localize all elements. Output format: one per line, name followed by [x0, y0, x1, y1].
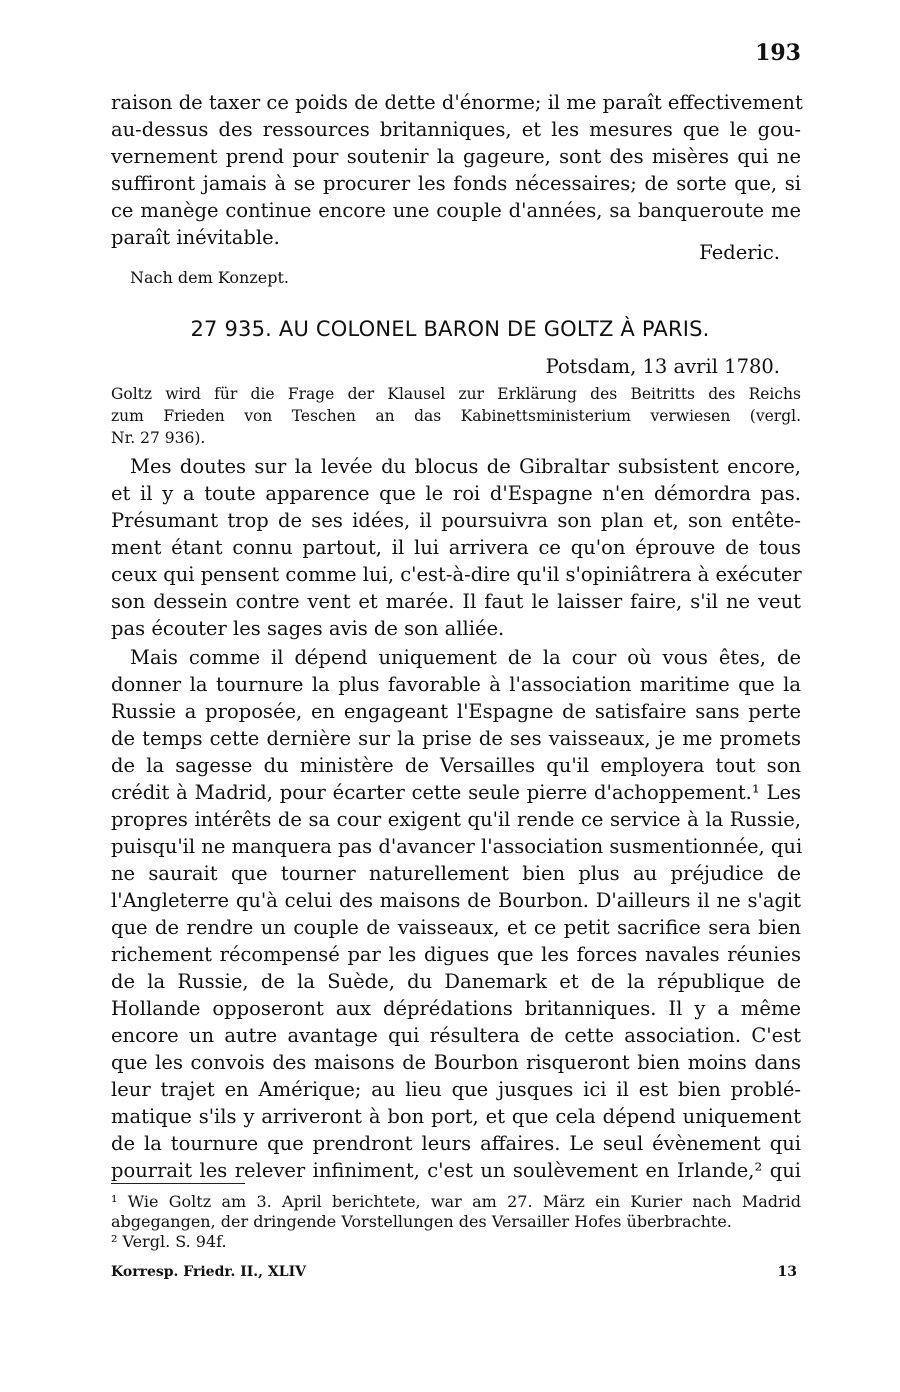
- paragraph-2-line: Mais comme il dépend uniquement de la cour où vous êtes, de: [130, 646, 801, 669]
- letter-end-line: raison de taxer ce poids de dette d'énorme; il me paraît effectivement: [111, 91, 803, 114]
- letter-end-line: au-dessus des ressources britanniques, et les mesures que le gou-: [111, 118, 801, 141]
- paragraph-1-line: et il y a toute apparence que le roi d'Espagne n'en démordra pas.: [111, 482, 801, 505]
- paragraph-2-line: propres intérêts de sa cour exigent qu'il rende ce service à la Russie,: [111, 808, 801, 831]
- paragraph-1-line: ceux qui pensent comme lui, c'est-à-dire qu'il s'opiniâtrera à exécuter: [111, 563, 802, 586]
- paragraph-1-line: son dessein contre vent et marée. Il faut le laisser faire, s'il ne veut: [111, 590, 801, 613]
- paragraph-2-line: que les convois des maisons de Bourbon risqueront bien moins dans: [111, 1051, 801, 1074]
- page-number: 193: [755, 40, 801, 66]
- place-date: Potsdam, 13 avril 1780.: [545, 355, 780, 378]
- source-note: Nach dem Konzept.: [130, 268, 289, 287]
- summary-line: zum Frieden von Teschen an das Kabinettsministerium verwiesen (vergl.: [111, 407, 801, 425]
- paragraph-2-line: Russie a proposée, en engageant l'Espagne de satisfaire sans perte: [111, 700, 801, 723]
- footnote-line: ² Vergl. S. 94f.: [111, 1232, 227, 1251]
- paragraph-2-line: Hollande opposeront aux déprédations britanniques. Il y a même: [111, 997, 801, 1020]
- paragraph-2-line: pourrait les relever infiniment, c'est un soulèvement en Irlande,² qui: [111, 1159, 801, 1182]
- paragraph-1-line: Mes doutes sur la levée du blocus de Gibraltar subsistent encore,: [130, 455, 801, 478]
- letter-end-line: paraît inévitable.: [111, 226, 280, 249]
- sheet-number: 13: [777, 1264, 797, 1280]
- letter-end-line: vernement prend pour soutenir la gageure, sont des misères qui ne: [111, 145, 801, 168]
- paragraph-2-line: matique s'ils y arriveront à bon port, et que cela dépend uniquement: [111, 1105, 801, 1128]
- letter-heading: 27 935. AU COLONEL BARON DE GOLTZ À PARIS.: [190, 317, 710, 341]
- paragraph-2-line: de la Russie, de la Suède, du Danemark et de la république de: [111, 970, 801, 993]
- paragraph-2-line: ne saurait que tourner naturellement bien plus au préjudice de: [111, 862, 801, 885]
- paragraph-2-line: l'Angleterre qu'à celui des maisons de Bourbon. D'ailleurs il ne s'agit: [111, 889, 801, 912]
- paragraph-2-line: que de rendre un couple de vaisseaux, et ce petit sacrifice sera bien: [111, 916, 801, 939]
- summary-line: Goltz wird für die Frage der Klausel zur Erklärung des Beitritts des Reichs: [111, 385, 801, 403]
- paragraph-1-line: ment étant connu partout, il lui arrivera ce qu'on éprouve de tous: [111, 536, 801, 559]
- letter-end-line: ce manège continue encore une couple d'années, sa banqueroute me: [111, 199, 801, 222]
- paragraph-2-line: richement récompensé par les digues que les forces navales réunies: [111, 943, 801, 966]
- paragraph-2-line: leur trajet en Amérique; au lieu que jusques ici il est bien problé-: [111, 1078, 801, 1101]
- footnote-divider: [111, 1183, 245, 1184]
- footnote-line: ¹ Wie Goltz am 3. April berichtete, war am 27. März ein Kurier nach Madrid: [111, 1192, 801, 1211]
- paragraph-2-line: encore un autre avantage qui résultera de cette association. C'est: [111, 1024, 801, 1047]
- letter-end-line: suffiront jamais à se procurer les fonds nécessaires; de sorte que, si: [111, 172, 801, 195]
- paragraph-2-line: de temps cette dernière sur la prise de ses vaisseaux, je me promets: [111, 727, 801, 750]
- paragraph-2-line: de la sagesse du ministère de Versailles qu'il employera tout son: [111, 754, 801, 777]
- paragraph-2-line: de la tournure que prendront leurs affaires. Le seul évènement qui: [111, 1132, 801, 1155]
- summary-line: Nr. 27 936).: [111, 429, 206, 447]
- signature: Federic.: [699, 241, 780, 264]
- paragraph-2-line: puisqu'il ne manquera pas d'avancer l'association susmentionnée, qui: [111, 835, 803, 858]
- footnote-line: abgegangen, der dringende Vorstellungen des Versailler Hofes überbrachte.: [111, 1212, 732, 1231]
- paragraph-1-line: pas écouter les sages avis de son alliée.: [111, 617, 505, 640]
- paragraph-2-line: donner la tournure la plus favorable à l'association maritime que la: [111, 673, 801, 696]
- paragraph-1-line: Présumant trop de ses idées, il poursuivra son plan et, son entête-: [111, 509, 801, 532]
- signature-mark: Korresp. Friedr. II., XLIV: [111, 1264, 307, 1280]
- paragraph-2-line: crédit à Madrid, pour écarter cette seule pierre d'achoppement.¹ Les: [111, 781, 801, 804]
